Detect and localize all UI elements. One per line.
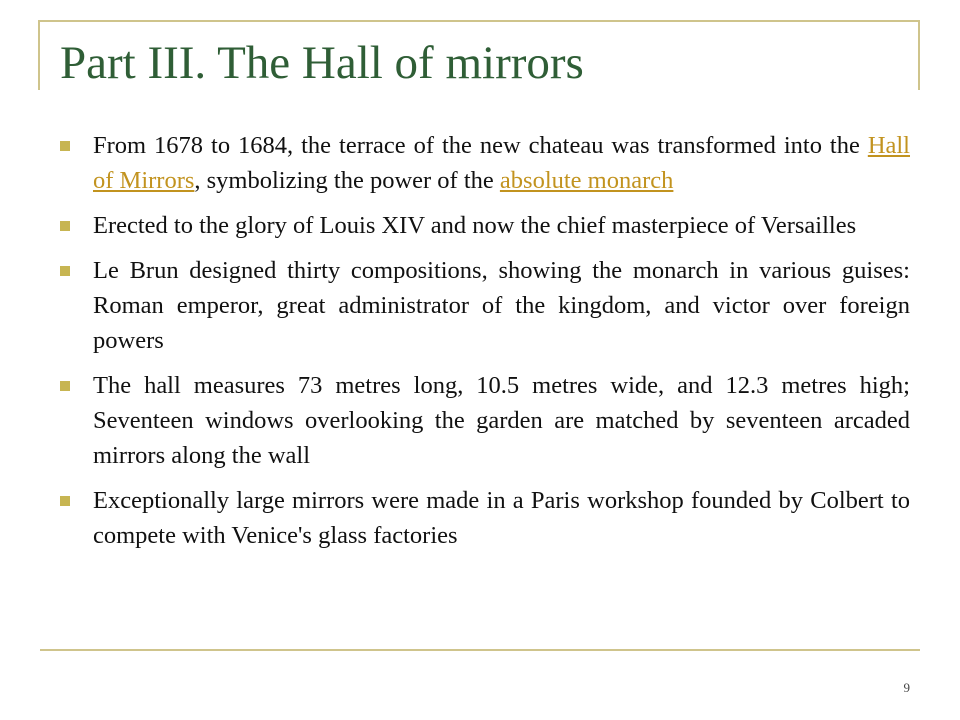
bullet-text: Le Brun designed thirty compositions, showing the monarch in various guises: Roman emperor, great administrator of the kingdom, and victor over foreign powers [93, 257, 910, 354]
bullet-square-icon [60, 496, 70, 506]
bullet-text: Exceptionally large mirrors were made in a Paris workshop founded by Colbert to compete with Venice's glass factories [93, 487, 910, 549]
slide-content [60, 128, 910, 563]
slide-title: Part III. The Hall of mirrors [60, 37, 584, 89]
bullet-square-icon [60, 381, 70, 391]
hall-of-mirrors-link[interactable]: Hall of Mirrors [93, 132, 910, 194]
bullet-text: Erected to the glory of Louis XIV and now the chief masterpiece of Versailles [93, 212, 857, 239]
frame-right-line [918, 20, 920, 90]
bullet-square-icon [60, 221, 70, 231]
bullet-item [60, 483, 910, 553]
bullet-square-icon [60, 266, 70, 276]
bullet-item [60, 368, 910, 473]
bullet-item [60, 253, 910, 358]
bullet-item [60, 208, 910, 243]
bullet-item [60, 128, 910, 198]
bullet-square-icon [60, 141, 70, 151]
frame-top-line [40, 20, 920, 22]
absolute-monarch-link[interactable]: absolute monarch [499, 167, 674, 194]
footer-divider [40, 649, 920, 651]
bullet-text: The hall measures 73 metres long, 10.5 metres wide, and 12.3 metres high; Seventeen windows overlooking the garden are matched by seventeen arcaded mirrors along the wall [93, 372, 910, 469]
page-number: 9 [903, 680, 910, 695]
bullet-list [60, 128, 910, 553]
bullet-text: , symbolizing the power of the [194, 167, 500, 194]
frame-left-line [38, 20, 40, 90]
bullet-text: From 1678 to 1684, the terrace of the new chateau was transformed into the [93, 132, 868, 159]
